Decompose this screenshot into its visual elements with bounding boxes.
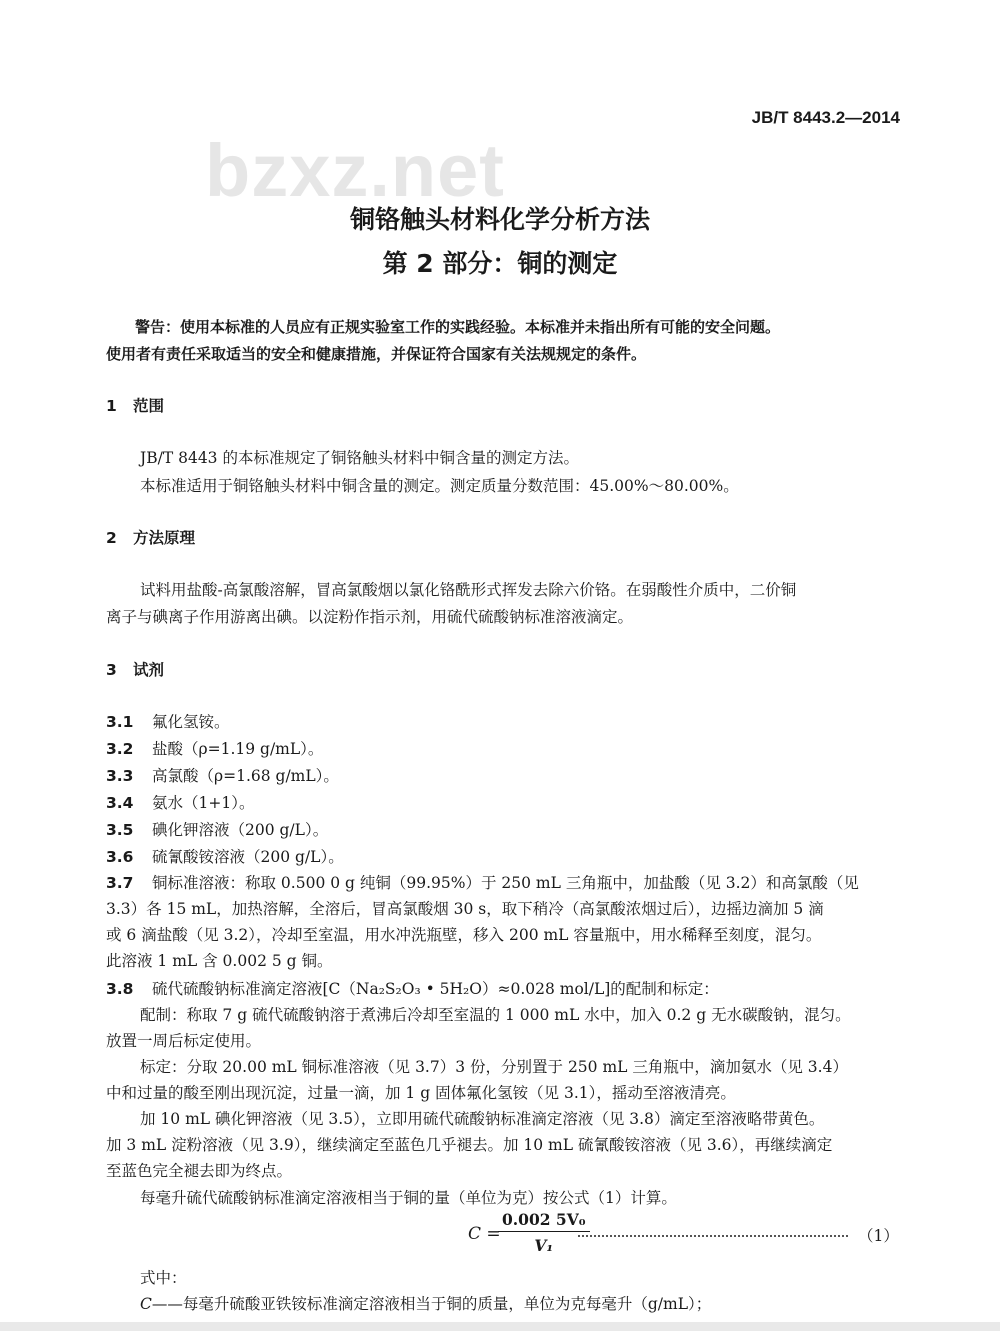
section-title: 试剂: [133, 661, 165, 679]
where-label: 式中：: [140, 1269, 187, 1287]
watermark: bzxz.net: [205, 129, 505, 212]
clause-text: 高氯酸（ρ=1.68 g/mL）。: [152, 767, 339, 785]
clause-3-8-calibration-cont: 中和过量的酸至刚出现沉淀，过量一滴，加 1 g 固体氟化氢铵（见 3.1），摇动至溶液清亮。: [106, 1084, 736, 1102]
clause-number: 3.1: [106, 713, 134, 731]
clause-text: 盐酸（ρ=1.19 g/mL）。: [152, 740, 324, 758]
standard-code: JB/T 8443.2—2014: [751, 108, 900, 127]
clause-text: 硫氰酸铵溶液（200 g/L）。: [152, 848, 344, 866]
clause-3-5: [106, 820, 328, 840]
clause-text: 碘化钾溶液（200 g/L）。: [152, 821, 329, 839]
clause-3-7-line-2: 3.3）各 15 mL，加热溶解，全溶后，冒高氯酸烟 30 s，取下稍冷（高氯酸浓烟过后），边摇边滴加 5 滴: [106, 900, 824, 918]
formula-lhs: C =: [468, 1224, 501, 1244]
clause-3-8-endpoint: 至蓝色完全褪去即为终点。: [106, 1162, 293, 1180]
section-number: 3: [106, 661, 117, 679]
section-number: 2: [106, 529, 117, 547]
clause-3-3: [106, 766, 339, 786]
clause-3-8-titration: 加 10 mL 碘化钾溶液（见 3.5），立即用硫代硫酸钠标准滴定溶液（见 3.8）滴定至溶液略带黄色。: [140, 1110, 825, 1128]
clause-text: 氟化氢铵。: [152, 713, 230, 731]
clause-number: 3.5: [106, 821, 134, 839]
document-title: 铜铬触头材料化学分析方法: [349, 205, 650, 234]
clause-3-8-titration-cont: 加 3 mL 淀粉溶液（见 3.9），继续滴定至蓝色几乎褪去。加 10 mL 硫氰酸铵溶液（见 3.6），再继续滴定: [106, 1136, 833, 1154]
formula-number: （1）: [858, 1227, 899, 1245]
clause-text: 硫代硫酸钠标准滴定溶液[C（Na₂S₂O₃ • 5H₂O）≈0.028 mol/L]的配制和标定：: [152, 980, 719, 998]
page-bottom-edge: [0, 1322, 1000, 1331]
clause-text: 氨水（1+1）。: [152, 794, 255, 812]
clause-number: 3.4: [106, 794, 134, 812]
clause-3-2: [106, 739, 323, 759]
clause-3-7-line-4: 此溶液 1 mL 含 0.002 5 g 铜。: [106, 952, 333, 970]
document-subtitle: 第 2 部分：铜的测定: [382, 249, 618, 278]
section-title: 方法原理: [133, 529, 196, 547]
formula-fraction: [498, 1210, 590, 1255]
section-1-heading: [106, 396, 164, 416]
symbol-c: C: [140, 1295, 152, 1313]
clause-3-8-calibration: 标定：分取 20.00 mL 铜标准溶液（见 3.7）3 份，分别置于 250 mL 三角瓶中，滴加氨水（见 3.4）: [140, 1058, 848, 1076]
section-3-heading: [106, 660, 164, 680]
warning-line-2: 使用者有责任采取适当的安全和健康措施，并保证符合国家有关法规规定的条件。: [106, 345, 647, 363]
formula-leader-dots: [578, 1225, 848, 1237]
clause-3-7-line-3: 或 6 滴盐酸（见 3.2），冷却至室温，用水冲洗瓶壁，移入 200 mL 容量瓶中，用水稀释至刻度，混匀。: [106, 926, 822, 944]
clause-3-4: [106, 793, 254, 813]
formula-numerator: 0.002 5V₀: [498, 1210, 590, 1232]
formula-denominator: V₁: [534, 1236, 554, 1255]
warning-line-1: 警告：使用本标准的人员应有正规实验室工作的实践经验。本标准并未指出所有可能的安全问题。: [135, 318, 781, 336]
symbol-c-description: ——每毫升硫酸亚铁铵标准滴定溶液相当于铜的质量，单位为克每毫升（g/mL）；: [151, 1295, 712, 1313]
clause-3-1: [106, 712, 230, 732]
clause-3-6: [106, 847, 344, 867]
section-number: 1: [106, 397, 117, 415]
section-2-line-2: 离子与碘离子作用游离出碘。以淀粉作指示剂，用硫代硫酸钠标准溶液滴定。: [106, 608, 634, 626]
clause-text: 铜标准溶液：称取 0.500 0 g 纯铜（99.95%）于 250 mL 三角瓶中，加盐酸（见 3.2）和高氯酸（见: [152, 874, 859, 892]
section-1-paragraph-1: JB/T 8443 的本标准规定了铜铬触头材料中铜含量的测定方法。: [140, 449, 579, 467]
where-definition-c: [140, 1294, 711, 1314]
section-2-line-1: 试料用盐酸-高氯酸溶解，冒高氯酸烟以氯化铬酰形式挥发去除六价铬。在弱酸性介质中，二价铜: [140, 581, 797, 599]
clause-number: 3.7: [106, 874, 134, 892]
clause-3-8-preparation-cont: 放置一周后标定使用。: [106, 1032, 262, 1050]
section-1-paragraph-2: 本标准适用于铜铬触头材料中铜含量的测定。测定质量分数范围：45.00%～80.00%。: [140, 477, 739, 495]
section-title: 范围: [133, 397, 165, 415]
clause-number: 3.3: [106, 767, 134, 785]
clause-number: 3.6: [106, 848, 134, 866]
clause-3-7: [106, 873, 859, 893]
clause-3-8-formula-intro: 每毫升硫代硫酸钠标准滴定溶液相当于铜的量（单位为克）按公式（1）计算。: [140, 1189, 677, 1207]
clause-3-8-preparation: 配制：称取 7 g 硫代硫酸钠溶于煮沸后冷却至室温的 1 000 mL 水中，加入 0.2 g 无水碳酸钠，混匀。: [140, 1006, 851, 1024]
clause-number: 3.8: [106, 980, 134, 998]
section-2-heading: [106, 528, 195, 548]
clause-number: 3.2: [106, 740, 134, 758]
clause-3-8: [106, 979, 719, 999]
